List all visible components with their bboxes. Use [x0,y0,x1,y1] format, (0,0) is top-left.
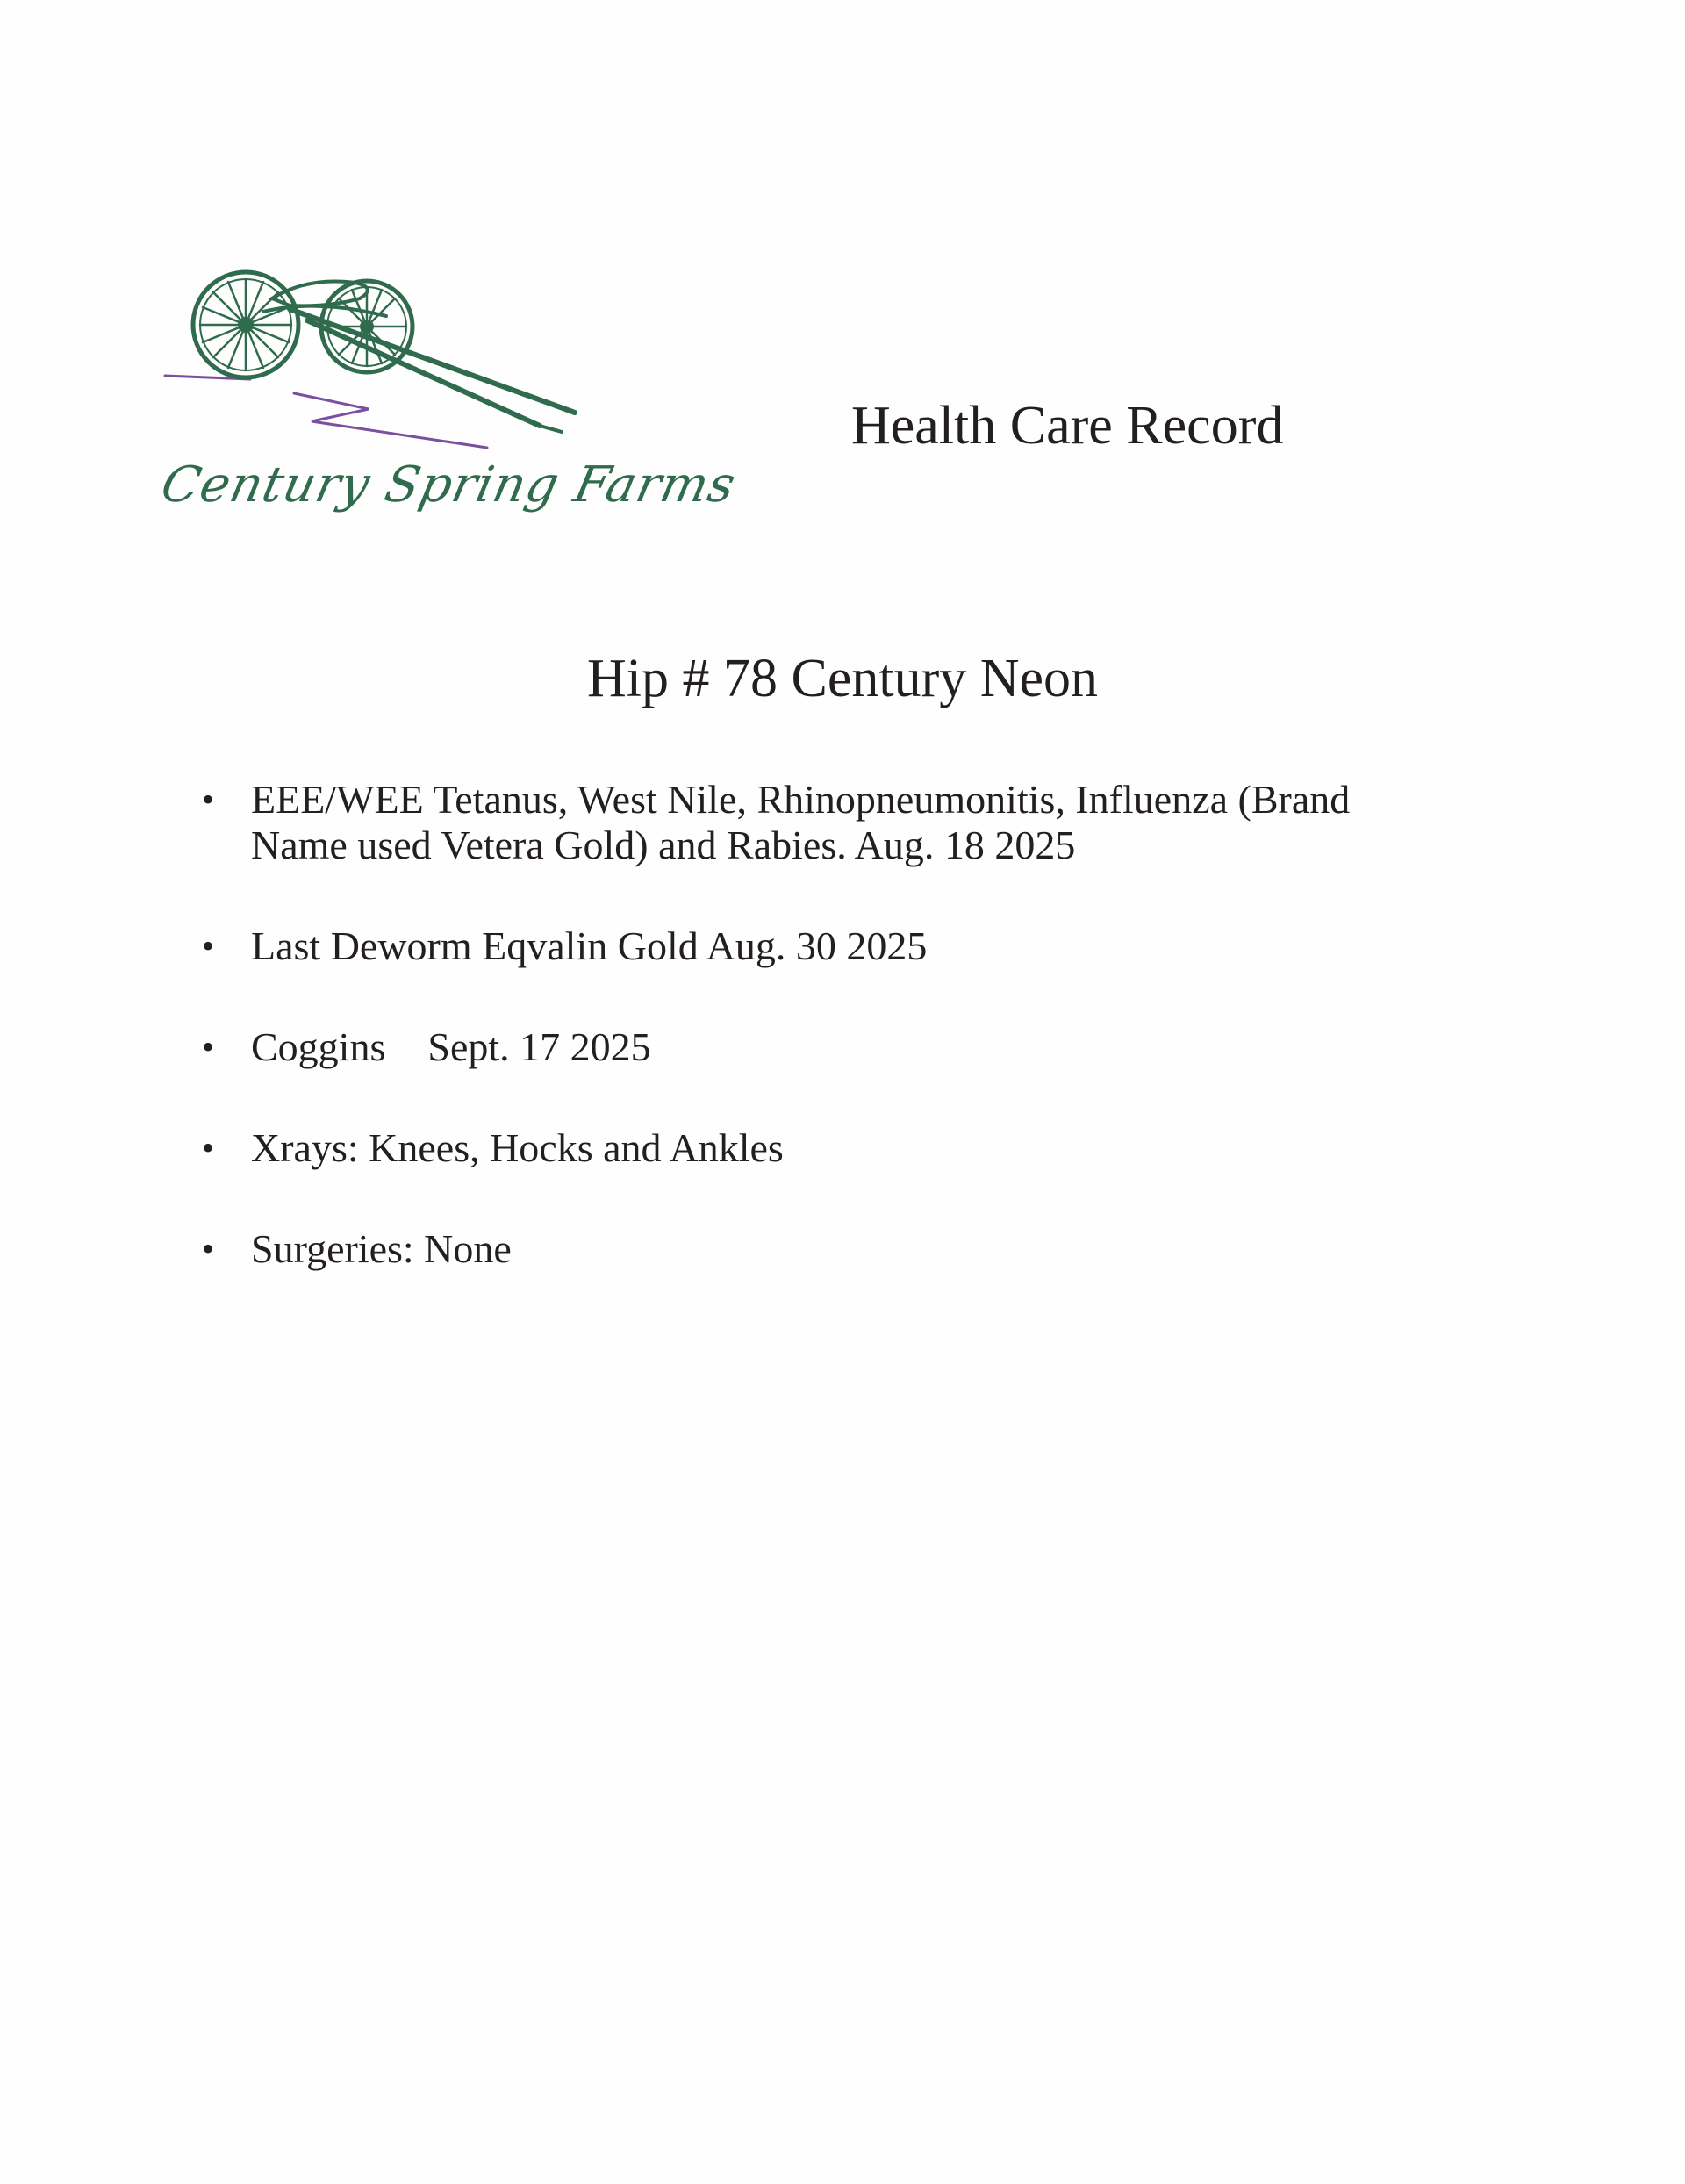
vaccinations-line-2: Name used Vetera Gold) and Rabies. Aug. 18 2025 [251,823,1076,867]
bullet-icon: • [202,926,215,966]
list-item-surgeries [202,1226,1501,1272]
bullet-icon: • [202,1027,215,1067]
vaccinations-line-1: EEE/WEE Tetanus, West Nile, Rhinopneumonitis, Influenza (Brand [251,777,1351,822]
list-item-xrays [202,1125,1501,1171]
page-title: Health Care Record [851,396,1284,456]
list-item-coggins [202,1024,1501,1070]
health-record-list [202,777,1501,1327]
bullet-icon: • [202,1229,215,1268]
surgeries-text: Surgeries: None [251,1226,512,1271]
bullet-icon: • [202,1128,215,1167]
deworm-text: Last Deworm Eqvalin Gold Aug. 30 2025 [251,923,928,968]
xrays-text: Xrays: Knees, Hocks and Ankles [251,1125,784,1170]
bullet-icon: • [202,779,215,819]
coggins-date: Sept. 17 2025 [427,1024,651,1069]
coggins-line [251,1024,1501,1070]
logo-text: Century Spring Farms [156,456,742,514]
farm-logo [140,237,742,544]
list-item-deworm [202,923,1501,969]
horse-title: Hip # 78 Century Neon [586,649,1099,708]
list-item-vaccinations [202,777,1501,868]
horse-cart-icon [140,237,632,456]
coggins-label: Coggins [251,1024,386,1069]
